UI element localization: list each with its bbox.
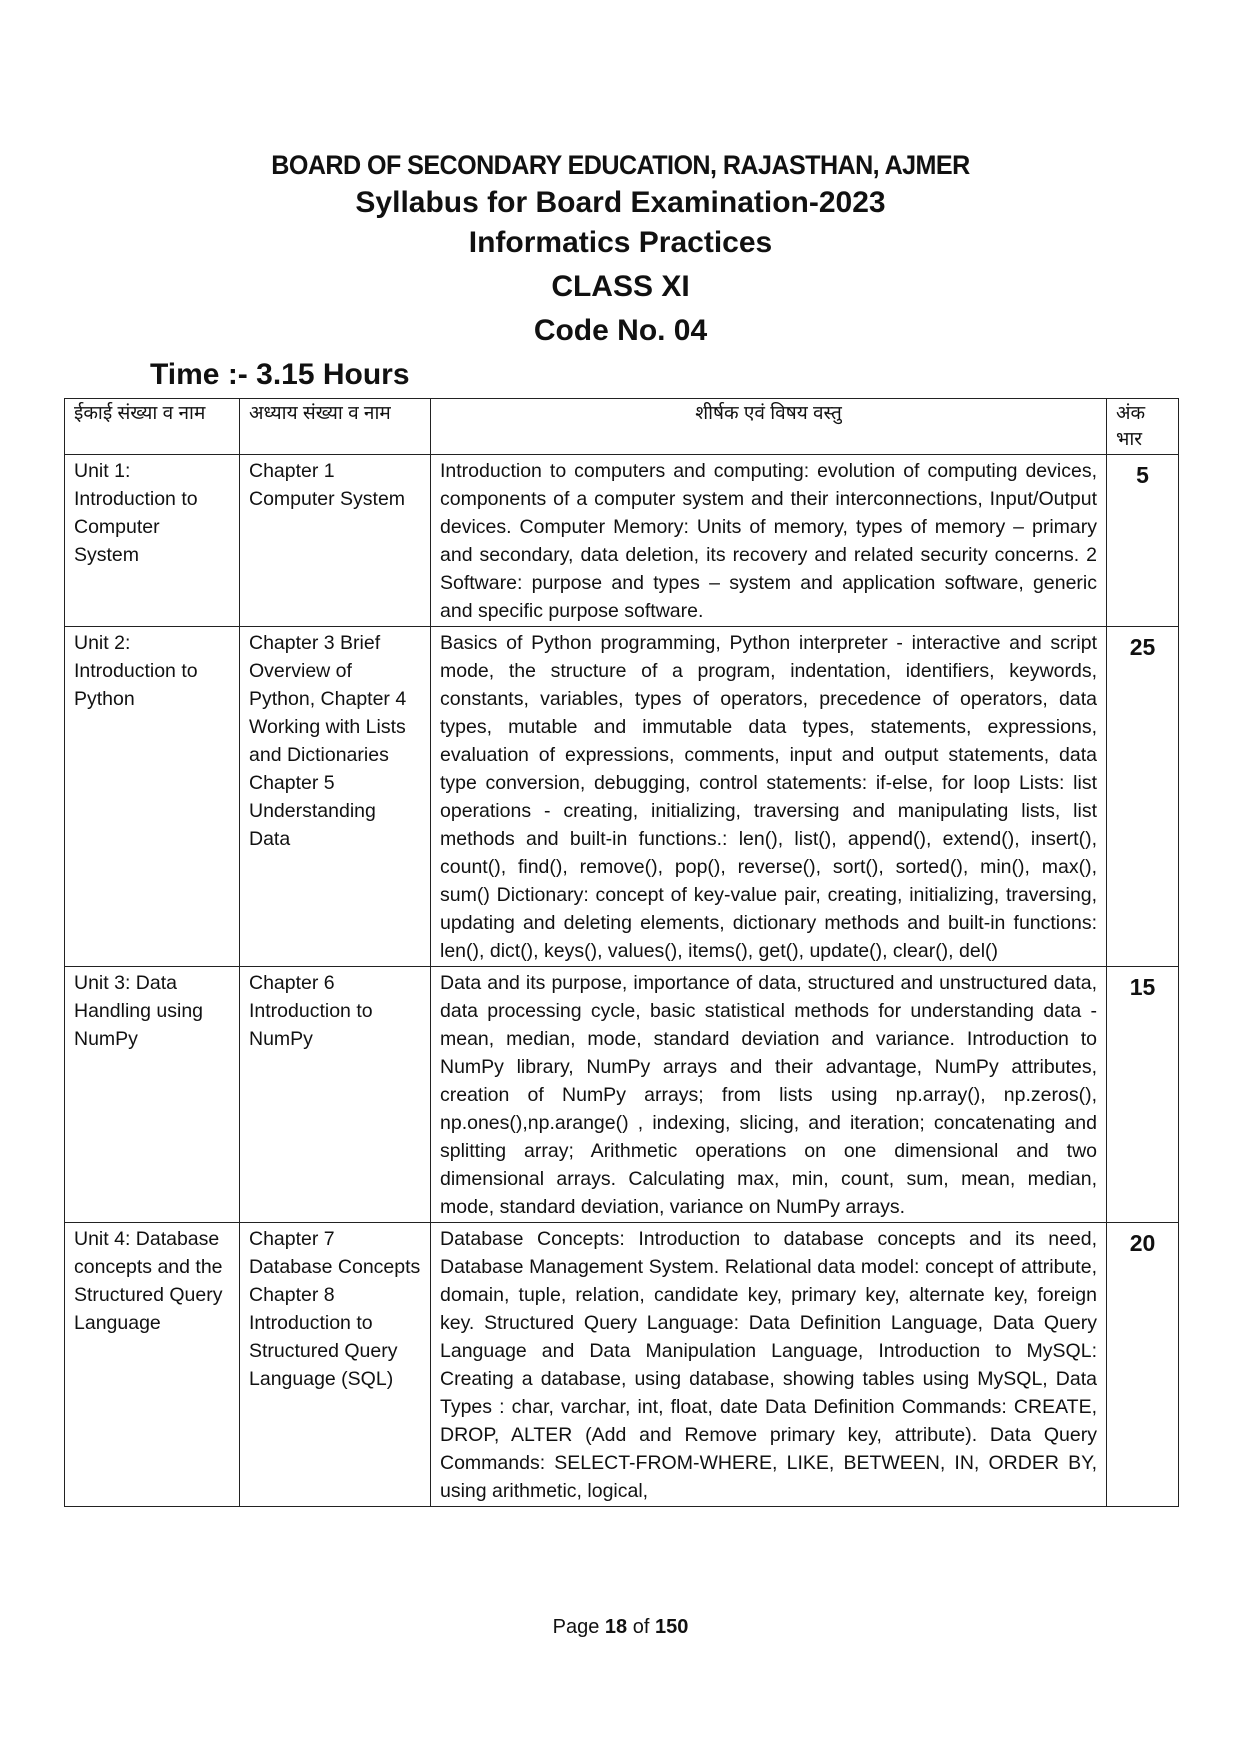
header-marks: अंक भार <box>1107 399 1179 455</box>
topics-cell: Introduction to computers and computing: evolution of computing devices, components of a computer system and their interconnections, Input/Output devices. Computer Memory: Units of memory, types of memory – primary and secondary, data deletion, its recovery and related security concerns. 2 Software: purpose and types – system and application software, generic and specific purpose software. <box>431 455 1107 627</box>
table-row <box>65 455 1179 627</box>
chapter-cell: Chapter 6 Introduction to NumPy <box>240 967 431 1223</box>
page-current: 18 <box>604 1616 628 1638</box>
chapter-cell: Chapter 3 Brief Overview of Python, Chapter 4 Working with Lists and Dictionaries Chapter 5 Understanding Data <box>240 627 431 967</box>
marks-cell: 15 <box>1107 967 1179 1223</box>
unit-cell: Unit 4: Database concepts and the Structured Query Language <box>65 1223 240 1507</box>
board-title: BOARD OF SECONDARY EDUCATION, RAJASTHAN, AJMER <box>271 150 970 180</box>
unit-cell: Unit 2: Introduction to Python <box>65 627 240 967</box>
marks-cell: 5 <box>1107 455 1179 627</box>
code-title: Code No. 04 <box>533 314 708 347</box>
table-row <box>65 967 1179 1223</box>
table-row <box>65 1223 1179 1507</box>
class-title: CLASS XI <box>551 270 690 303</box>
marks-cell: 20 <box>1107 1223 1179 1507</box>
unit-cell: Unit 1: Introduction to Computer System <box>65 455 240 627</box>
header-unit: ईकाई संख्या व नाम <box>65 399 240 455</box>
header-topics: शीर्षक एवं विषय वस्तु <box>431 399 1107 455</box>
topics-cell: Basics of Python programming, Python interpreter - interactive and script mode, the structure of a program, indentation, identifiers, keywords, constants, variables, types of operators, precedence of operators, data types, mutable and immutable data types, statements, expressions, evaluation of expressions, comments, input and output statements, data type conversion, debugging, control statements: if-else, for loop Lists: list operations - creating, initializing, traversing and manipulating lists, list methods and built-in functions.: len(), list(), append(), extend(), insert(), count(), find(), remove(), pop(), reverse(), sort(), sorted(), min(), max(), sum() Dictionary: concept of key-value pair, creating, initializing, traversing, updating and deleting elements, dictionary methods and built-in functions: len(), dict(), keys(), values(), items(), get(), update(), clear(), del() <box>431 627 1107 967</box>
page-footer <box>0 1616 1241 1639</box>
exam-title: Syllabus for Board Examination-2023 <box>355 186 886 219</box>
topics-cell: Data and its purpose, importance of data, structured and unstructured data, data processing cycle, basic statistical methods for understanding data - mean, median, mode, standard deviation and variance. Introduction to NumPy library, NumPy arrays and their advantage, NumPy attributes, creation of NumPy arrays; from lists using np.array(), np.zeros(), np.ones(),np.arange() , indexing, slicing, and iteration; concatenating and splitting array; Arithmetic operations on one dimensional and two dimensional arrays. Calculating max, min, count, sum, mean, median, mode, standard deviation, variance on NumPy arrays. <box>431 967 1107 1223</box>
table-header-row <box>65 399 1179 455</box>
chapter-cell: Chapter 7 Database Concepts Chapter 8 Introduction to Structured Query Language (SQL) <box>240 1223 431 1507</box>
header-chapter: अध्याय संख्या व नाम <box>240 399 431 455</box>
time-title: Time :- 3.15 Hours <box>150 358 410 391</box>
page-of-label: of <box>632 1616 650 1638</box>
syllabus-table <box>64 398 1179 1507</box>
page-label: Page <box>552 1616 600 1638</box>
chapter-cell: Chapter 1 Computer System <box>240 455 431 627</box>
page-total: 150 <box>654 1616 689 1638</box>
topics-cell: Database Concepts: Introduction to database concepts and its need, Database Management System. Relational data model: concept of attribute, domain, tuple, relation, candidate key, primary key, alternate key, foreign key. Structured Query Language: Data Definition Language, Data Query Language and Data Manipulation Language, Introduction to MySQL: Creating a database, using database, showing tables using MySQL, Data Types : char, varchar, int, float, date Data Definition Commands: CREATE, DROP, ALTER (Add and Remove primary key, attribute). Data Query Commands: SELECT-FROM-WHERE, LIKE, BETWEEN, IN, ORDER BY, using arithmetic, logical, <box>431 1223 1107 1507</box>
subject-title: Informatics Practices <box>468 226 773 259</box>
unit-cell: Unit 3: Data Handling using NumPy <box>65 967 240 1223</box>
marks-cell: 25 <box>1107 627 1179 967</box>
table-row <box>65 627 1179 967</box>
